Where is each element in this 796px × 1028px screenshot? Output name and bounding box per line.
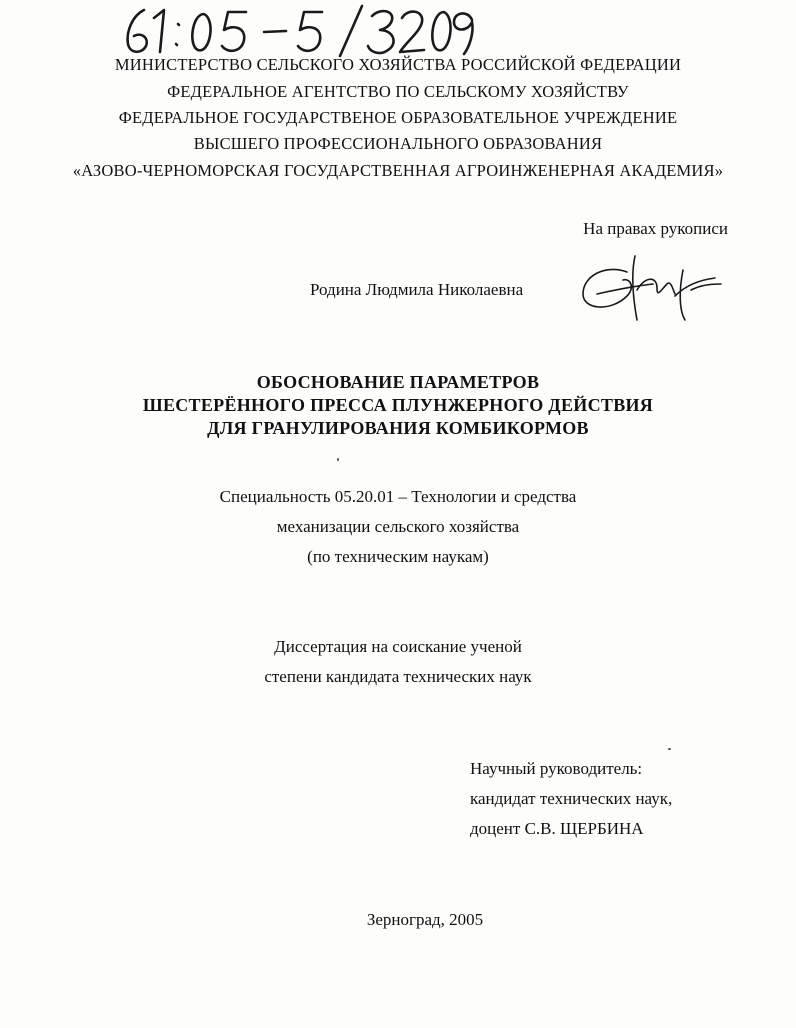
advisor-degree: кандидат технических наук, <box>470 789 673 808</box>
ministry-line: МИНИСТЕРСТВО СЕЛЬСКОГО ХОЗЯЙСТВА РОССИЙСКОЙ ФЕДЕРАЦИИ <box>114 55 682 74</box>
education-level-line: ВЫСШЕГО ПРОФЕССИОНАЛЬНОГО ОБРАЗОВАНИЯ <box>193 134 603 153</box>
specialty-line-1: Специальность 05.20.01 – Технологии и средства <box>219 487 577 506</box>
dissertation-title-line-1: ОБОСНОВАНИЕ ПАРАМЕТРОВ <box>256 372 540 392</box>
handwritten-catalog-code <box>118 2 478 58</box>
author-name: Родина Людмила Николаевна <box>310 280 524 299</box>
city-year: Зерноград, 2005 <box>366 910 484 929</box>
dissertation-degree-line-2: степени кандидата технических наук <box>264 667 532 686</box>
academy-name-line: «АЗОВО-ЧЕРНОМОРСКАЯ ГОСУДАРСТВЕННАЯ АГРОИНЖЕНЕРНАЯ АКАДЕМИЯ» <box>72 161 724 180</box>
specialty-line-2: механизации сельского хозяйства <box>276 517 520 536</box>
author-signature <box>575 250 725 325</box>
institution-type-line: ФЕДЕРАЛЬНОЕ ГОСУДАРСТВЕНОЕ ОБРАЗОВАТЕЛЬНОЕ УЧРЕЖДЕНИЕ <box>118 108 678 127</box>
dissertation-degree-line-1: Диссертация на соискание ученой <box>274 637 522 656</box>
dissertation-title-line-3: ДЛЯ ГРАНУЛИРОВАНИЯ КОМБИКОРМОВ <box>207 418 589 438</box>
advisor-label: Научный руководитель: <box>470 759 643 778</box>
scan-speck <box>337 458 339 461</box>
agency-line: ФЕДЕРАЛЬНОЕ АГЕНТСТВО ПО СЕЛЬСКОМУ ХОЗЯЙСТВУ <box>167 82 629 101</box>
advisor-name: доцент С.В. ЩЕРБИНА <box>470 819 644 838</box>
scan-speck <box>668 748 671 750</box>
specialty-line-3: (по техническим наукам) <box>307 547 489 566</box>
manuscript-rights-note: На правах рукописи <box>583 219 728 238</box>
dissertation-title-line-2: ШЕСТЕРЁННОГО ПРЕССА ПЛУНЖЕРНОГО ДЕЙСТВИЯ <box>142 395 654 415</box>
